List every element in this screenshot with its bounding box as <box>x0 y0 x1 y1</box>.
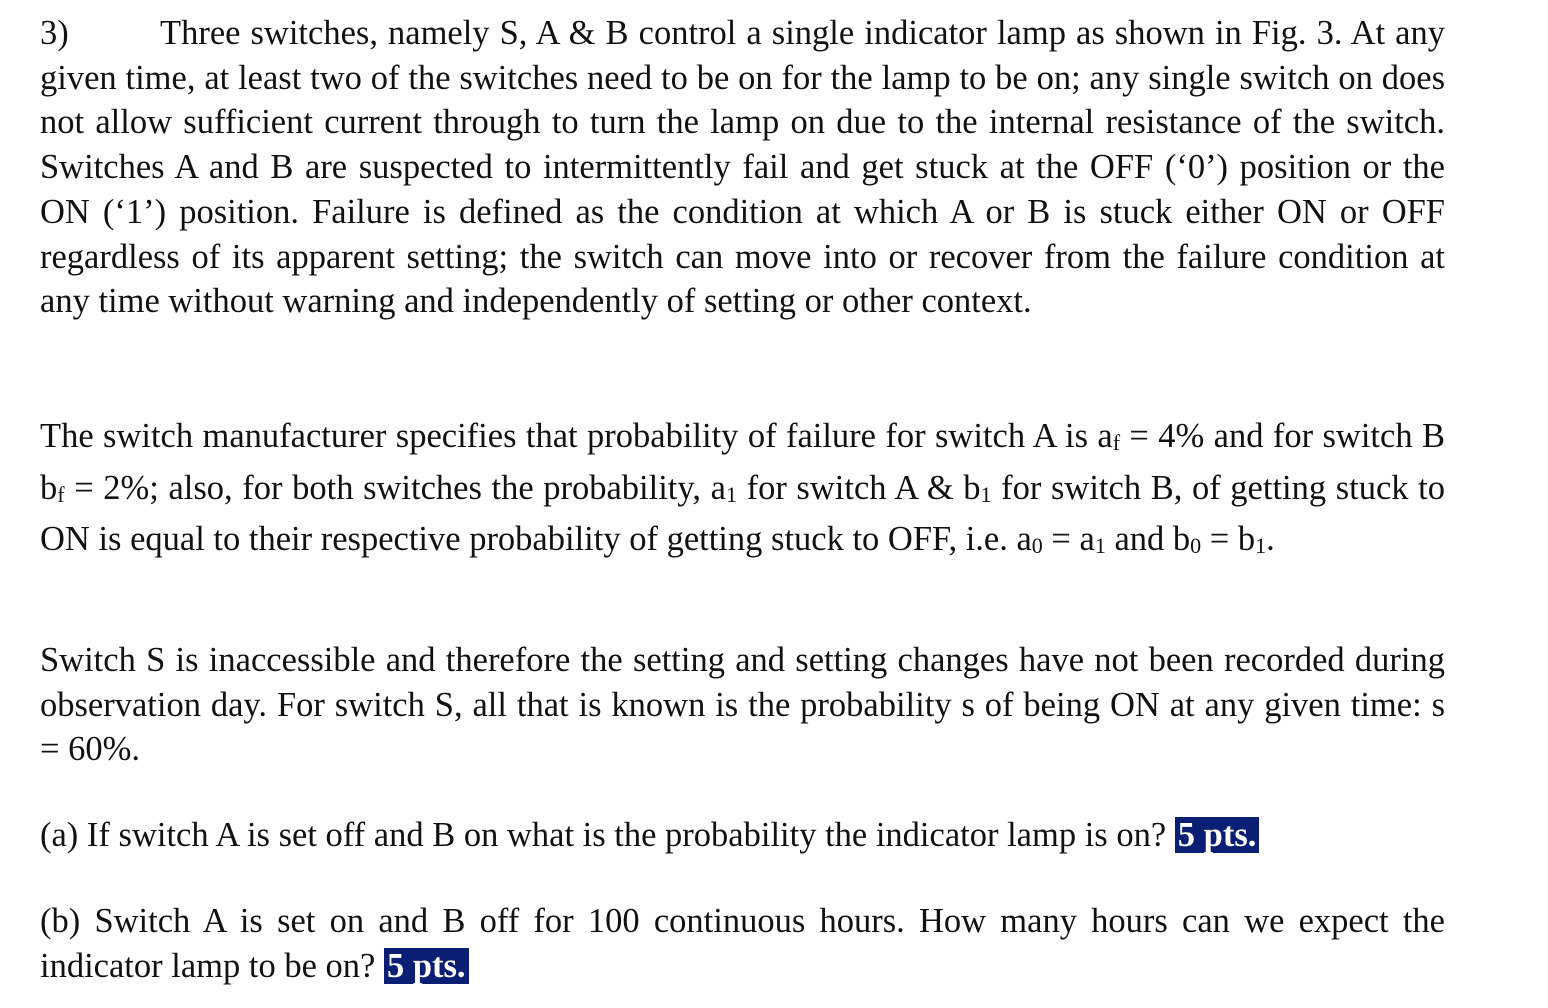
question-a-points-badge: 5 pts. <box>1175 817 1260 853</box>
spec-text-9: . <box>1266 520 1275 559</box>
spec-text-2: = 4% and for switch B b <box>40 417 1445 507</box>
spec-text-7: and b <box>1105 520 1191 559</box>
spec-text-4: for switch A & b <box>736 468 981 507</box>
spec-subscript-b0: 0 <box>1190 533 1202 559</box>
question-b <box>40 899 1445 988</box>
spec-subscript-a0: 0 <box>1031 533 1043 559</box>
problem-intro-text: Three switches, namely S, A & B control a single indicator lamp as shown in Fig. 3. At any given time, at least two of the switches need to be on for the lamp to be on; any single switch on does not allow sufficient current through to turn the lamp on due to the internal resistance of the switch. Switches A and B are suspected to intermittently fail and get stuck at the OFF (‘0’) position or the ON (‘1’) position. Failure is defined as the condition at which A or B is stuck either ON or OFF regardless of its apparent setting; the switch can move into or recover from the failure condition at any time without warning and independently of setting or other context. <box>40 14 1445 321</box>
switch-s-paragraph: Switch S is inaccessible and therefore the setting and setting changes have not been recorded during observation day. For switch S, all that is known is the probability s of being ON at any given time: s = 60%. <box>40 641 1445 769</box>
spec-text-6: = a <box>1042 520 1095 559</box>
spec-subscript-b1: 1 <box>980 481 992 507</box>
spec-subscript-bf: f <box>57 481 65 507</box>
spec-text-3: = 2%; also, for both switches the probability, a <box>64 468 726 507</box>
problem-number: 3) <box>40 14 69 52</box>
spec-subscript-af: f <box>1112 430 1121 455</box>
question-a-text: (a) If switch A is set off and B on what is the probability the indicator lamp is on? <box>40 816 1167 854</box>
question-a <box>40 813 1445 858</box>
spec-subscript-a1: 1 <box>725 481 737 507</box>
spec-subscript-b1-eq: 1 <box>1255 533 1267 559</box>
spec-text-5: for switch B, of getting stuck to ON is equal to their respective probability of getting stuck to OFF, i.e. a <box>40 468 1446 559</box>
problem-intro-paragraph <box>40 11 1445 324</box>
spec-text-8: = b <box>1201 520 1256 559</box>
manufacturer-spec-paragraph <box>40 414 1445 569</box>
question-b-points-badge: 5 pts. <box>384 948 469 984</box>
question-b-text: (b) Switch A is set on and B off for 100 continuous hours. How many hours can we expect the indicator lamp to be on? <box>40 902 1445 985</box>
spec-text-1: The switch manufacturer specifies that probability of failure for switch A is a <box>40 417 1113 455</box>
spec-subscript-a1-eq: 1 <box>1094 533 1106 559</box>
